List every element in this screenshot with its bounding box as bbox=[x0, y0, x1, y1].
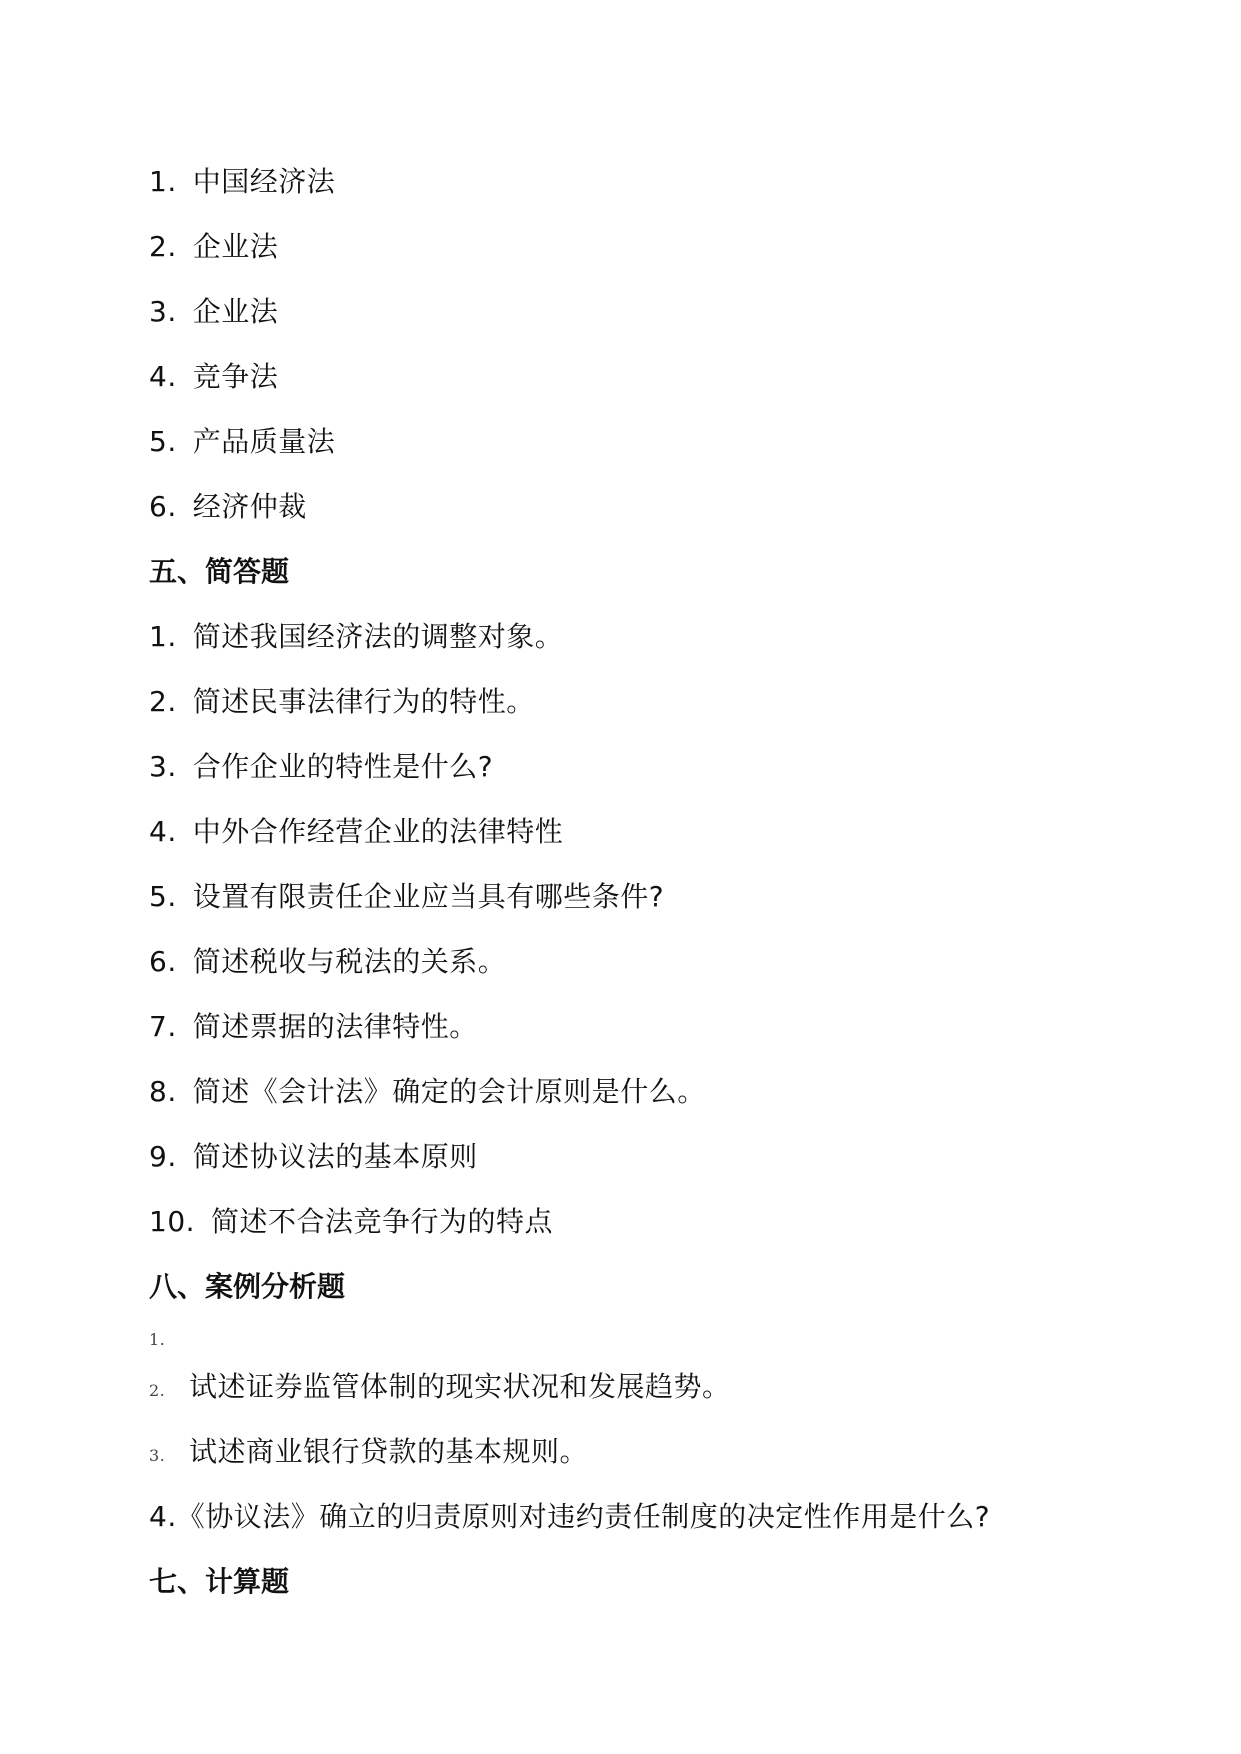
list-item bbox=[149, 684, 535, 720]
item-text: 简述票据的法律特性。 bbox=[192, 1010, 478, 1043]
item-text: 中国经济法 bbox=[192, 165, 336, 198]
item-number: 4. bbox=[149, 360, 177, 393]
list-item bbox=[149, 229, 278, 265]
item-text: 合作企业的特性是什么? bbox=[192, 750, 494, 783]
item-number: 7. bbox=[149, 1010, 177, 1043]
list-item bbox=[149, 1009, 478, 1045]
item-text: 企业法 bbox=[192, 295, 279, 328]
item-number: 9. bbox=[149, 1140, 177, 1173]
list-item bbox=[149, 1204, 553, 1240]
list-item bbox=[149, 1434, 588, 1474]
item-text: 简述《会计法》确定的会计原则是什么。 bbox=[192, 1075, 706, 1108]
list-item bbox=[149, 814, 563, 850]
item-number: 5. bbox=[149, 880, 177, 913]
list-item bbox=[149, 879, 664, 915]
item-number: 2. bbox=[149, 685, 177, 718]
list-item bbox=[149, 1369, 731, 1409]
item-text: 试述商业银行贷款的基本规则。 bbox=[189, 1435, 589, 1468]
list-item bbox=[149, 359, 278, 395]
list-item bbox=[149, 944, 506, 980]
item-text: 简述不合法竞争行为的特点 bbox=[211, 1205, 554, 1238]
item-number: 1. bbox=[149, 620, 177, 653]
section-heading: 八、案例分析题 bbox=[149, 1270, 346, 1303]
item-number: 6. bbox=[149, 945, 177, 978]
item-text: 简述协议法的基本原则 bbox=[192, 1140, 478, 1173]
item-text: 简述民事法律行为的特性。 bbox=[192, 685, 535, 718]
item-number: 3. bbox=[149, 1446, 166, 1465]
item-number: 8. bbox=[149, 1075, 177, 1108]
item-number: 2. bbox=[149, 1381, 166, 1400]
item-number: 6. bbox=[149, 490, 177, 523]
list-item bbox=[149, 424, 335, 460]
item-number: 3. bbox=[149, 750, 177, 783]
section-heading: 七、计算题 bbox=[149, 1565, 290, 1598]
item-text: 简述我国经济法的调整对象。 bbox=[192, 620, 564, 653]
list-item bbox=[149, 1139, 478, 1175]
item-text: 设置有限责任企业应当具有哪些条件? bbox=[192, 880, 665, 913]
item-text: 试述证券监管体制的现实状况和发展趋势。 bbox=[189, 1370, 731, 1403]
section-heading: 五、简答题 bbox=[149, 555, 290, 588]
item-number: 10. bbox=[149, 1205, 196, 1238]
item-text: 产品质量法 bbox=[192, 425, 336, 458]
item-number: 2. bbox=[149, 230, 177, 263]
item-text: 竞争法 bbox=[192, 360, 279, 393]
item-number: 1. bbox=[149, 1330, 166, 1349]
item-number: 4. bbox=[149, 1500, 177, 1533]
item-number: 3. bbox=[149, 295, 177, 328]
item-number: 1. bbox=[149, 165, 177, 198]
item-number: 4. bbox=[149, 815, 177, 848]
list-item bbox=[149, 489, 307, 525]
item-text: 企业法 bbox=[192, 230, 279, 263]
item-text: 《协议法》确立的归责原则对违约责任制度的决定性作用是什么? bbox=[176, 1500, 991, 1533]
item-number: 5. bbox=[149, 425, 177, 458]
list-item bbox=[149, 294, 278, 330]
list-item bbox=[149, 1318, 189, 1358]
item-text: 经济仲裁 bbox=[192, 490, 307, 523]
item-text: 中外合作经营企业的法律特性 bbox=[192, 815, 564, 848]
list-item bbox=[149, 164, 335, 200]
list-item bbox=[149, 1499, 990, 1535]
list-item bbox=[149, 749, 493, 785]
list-item bbox=[149, 1074, 706, 1110]
list-item bbox=[149, 619, 563, 655]
item-text: 简述税收与税法的关系。 bbox=[192, 945, 507, 978]
